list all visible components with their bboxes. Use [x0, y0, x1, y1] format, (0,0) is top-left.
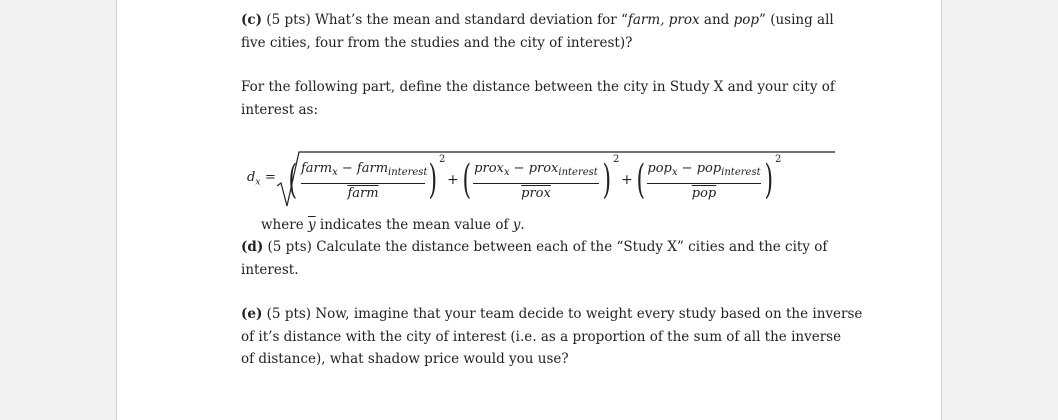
formula-equals: = — [265, 170, 276, 185]
intro-line-2: interest as: — [241, 102, 319, 118]
document-page — [116, 0, 942, 420]
part-d-label: (d) — [241, 239, 264, 255]
part-c-rest: ” (using all — [759, 12, 834, 28]
part-e-label: (e) — [241, 306, 263, 322]
part-e-line-2: of it’s distance with the city of interest (i.e. as a proportion of the sum of all the inverse — [241, 329, 842, 345]
part-d-line-2: interest. — [241, 262, 299, 278]
plus-2: + — [621, 172, 633, 188]
term1-denominator: farm — [347, 186, 379, 201]
term2-fraction — [473, 161, 599, 202]
term2-right-paren: ) — [602, 157, 612, 203]
part-e-line-1: (e) (5 pts) Now, imagine that your team decide to weight every study based on the inverse — [241, 306, 863, 322]
term2-left-paren: ( — [462, 157, 472, 203]
term3-numerator: pop$_x$ − pop$_{interest}$ — [647, 161, 761, 178]
part-e-line-3: of distance), what shadow price would you use? — [241, 351, 569, 367]
y-symbol: y — [512, 217, 521, 233]
ybar-symbol: $\overline{y}$ — [307, 217, 316, 233]
plus-1: + — [447, 172, 459, 188]
intro-line-1: For the following part, define the distance between the city in Study X and your city of — [241, 79, 835, 95]
term2-exponent: 2 — [613, 154, 620, 165]
term2-numerator: prox$_x$ − prox$_{interest}$ — [474, 161, 598, 178]
part-c-vars: farm, prox — [627, 12, 700, 28]
term3-left-paren: ( — [636, 157, 646, 203]
distance-formula — [247, 148, 947, 212]
term1-right-paren: ) — [428, 157, 438, 203]
term1-exponent: 2 — [439, 154, 446, 165]
term3-fraction — [647, 161, 761, 202]
term3-denominator: $\overline{pop}$ — [691, 186, 717, 201]
part-c-line-2: five cities, four from the studies and the city of interest)? — [241, 35, 633, 51]
part-c-line-1 — [241, 11, 834, 29]
part-c-label: (c) — [241, 12, 262, 28]
term2-denominator: prox — [521, 186, 551, 201]
term1-numerator: farm$_x$ − farm$_{interest}$ — [301, 161, 428, 178]
term1-fraction — [301, 161, 428, 202]
where-line: where $\overline{y}$ indicates the mean value of y. — [261, 217, 525, 233]
part-c-pop: pop — [733, 12, 759, 28]
formula-lhs: $d_x$ — [247, 170, 261, 188]
term3-exponent: 2 — [775, 154, 782, 165]
part-c-text: (5 pts) What’s the mean and standard deviation for “ — [266, 12, 628, 28]
term3-right-paren: ) — [764, 157, 774, 203]
part-d-line-1: (d) (5 pts) Calculate the distance between each of the “Study X” cities and the city of — [241, 239, 828, 255]
term1-left-paren: ( — [288, 157, 298, 203]
part-c-and: and — [699, 12, 734, 28]
